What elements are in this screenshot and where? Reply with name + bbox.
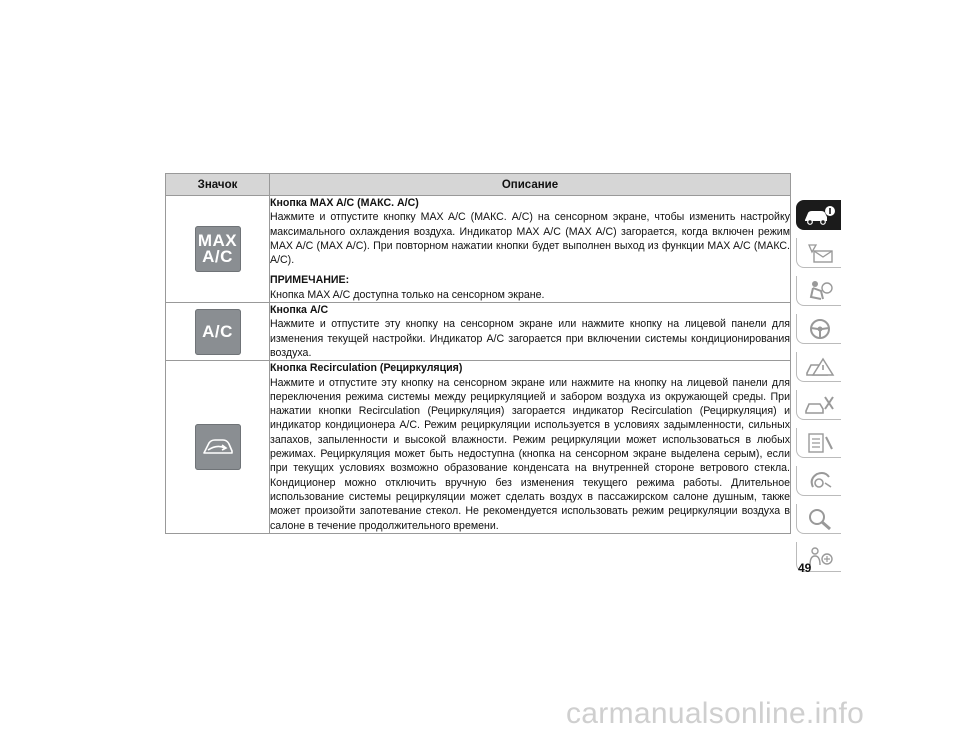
row-text: Нажмите и отпустите кнопку MAX A/C (МАКС. A/C) на сенсорном экране, чтобы изменить настройку максимального охлаждения воздуха. Индикатор MAX A/C (MAX A/C) загорается, когда включен режим MAX A/C (MAX A/C). При повторном нажатии кнопки будет выполнен выход из функции MAX A/C (МАКС. A/C). [270, 211, 790, 267]
table-row-max-ac [166, 196, 791, 303]
description-cell [270, 361, 791, 534]
max-ac-icon-line-1: MAX [197, 231, 238, 251]
page-number: 49 [798, 561, 812, 575]
recirculation-icon [195, 424, 241, 470]
multimedia-icon [803, 469, 837, 493]
row-title: Кнопка MAX A/C (МАКС. A/C) [270, 197, 419, 209]
service-tools-icon [803, 393, 837, 417]
tab-servicing[interactable] [796, 390, 841, 420]
table-row-ac [166, 303, 791, 361]
tab-starting-driving[interactable] [796, 314, 841, 344]
tab-index[interactable] [796, 504, 841, 534]
car-info-icon [802, 203, 836, 227]
tab-specifications[interactable] [796, 428, 841, 458]
note-text: Кнопка MAX A/C доступна только на сенсорном экране. [270, 288, 545, 301]
watermark: carmanualsonline.info [566, 697, 865, 730]
max-ac-icon-line-2: A/C [202, 247, 233, 267]
table-header-row [166, 174, 791, 196]
specs-list-icon [803, 431, 837, 455]
header-description: Описание [270, 174, 791, 196]
row-text: Нажмите и отпустите эту кнопку на сенсорном экране или нажмите кнопку на лицевой панели для изменения текущей настройки. Индикатор A/C загорается при включении системы кондиционирования воздуха. [270, 318, 790, 359]
icon-cell [166, 303, 270, 361]
warning-mail-icon [803, 241, 837, 265]
magnifier-icon [803, 507, 837, 531]
header-icon: Значок [166, 174, 270, 196]
note-title: ПРИМЕЧАНИЕ: [270, 274, 350, 287]
description-cell [270, 303, 791, 361]
max-ac-icon [195, 226, 241, 272]
tab-multimedia[interactable] [796, 466, 841, 496]
tab-dashboard-warning[interactable] [796, 238, 841, 268]
ac-icon: A/C [195, 309, 241, 355]
icon-cell [166, 196, 270, 303]
row-title: Кнопка Recirculation (Рециркуляция) [270, 362, 463, 375]
climate-controls-table [165, 173, 791, 534]
row-text: Нажмите и отпустите эту кнопку на сенсорном экране или нажмите на кнопку на лицевой панели для переключения режима системы между рециркуляцией и забором воздуха из окружающей среды. При нажатии кнопки Recirculation (Рециркуляция) загорается индикатор Recirculation (Рециркуляция) и индикатор кондиционера A/C. Режим рециркуляции используется в условиях задымленности, сильных запахов, запыленности и высокой влажности. Режим рециркуляции может использоваться в любых режимах. Рециркуляция может быть недоступна (кнопка на сенсорном экране выделена серым), если при текущих условиях возможно образование конденсата на внутренней стороне ветрового стекла. Кондиционер можно отключить вручную без изменения текущего режима работы. Длительное использование системы рециркуляции может сделать воздух в пассажирском салоне душным, также может произойти запотевание стекол. Не рекомендуется использовать режим рециркуляции воздуха в салоне в течение продолжительного времени. [270, 376, 790, 532]
row-title: Кнопка A/C [270, 304, 329, 317]
tab-vehicle-info[interactable] [796, 200, 841, 230]
steering-wheel-icon [803, 317, 837, 341]
emergency-icon [803, 355, 837, 379]
table-row-recirculation [166, 361, 791, 534]
icon-cell [166, 361, 270, 534]
airbag-seat-icon [803, 279, 837, 303]
tab-emergency[interactable] [796, 352, 841, 382]
description-cell [270, 196, 791, 303]
tab-safety[interactable] [796, 276, 841, 306]
